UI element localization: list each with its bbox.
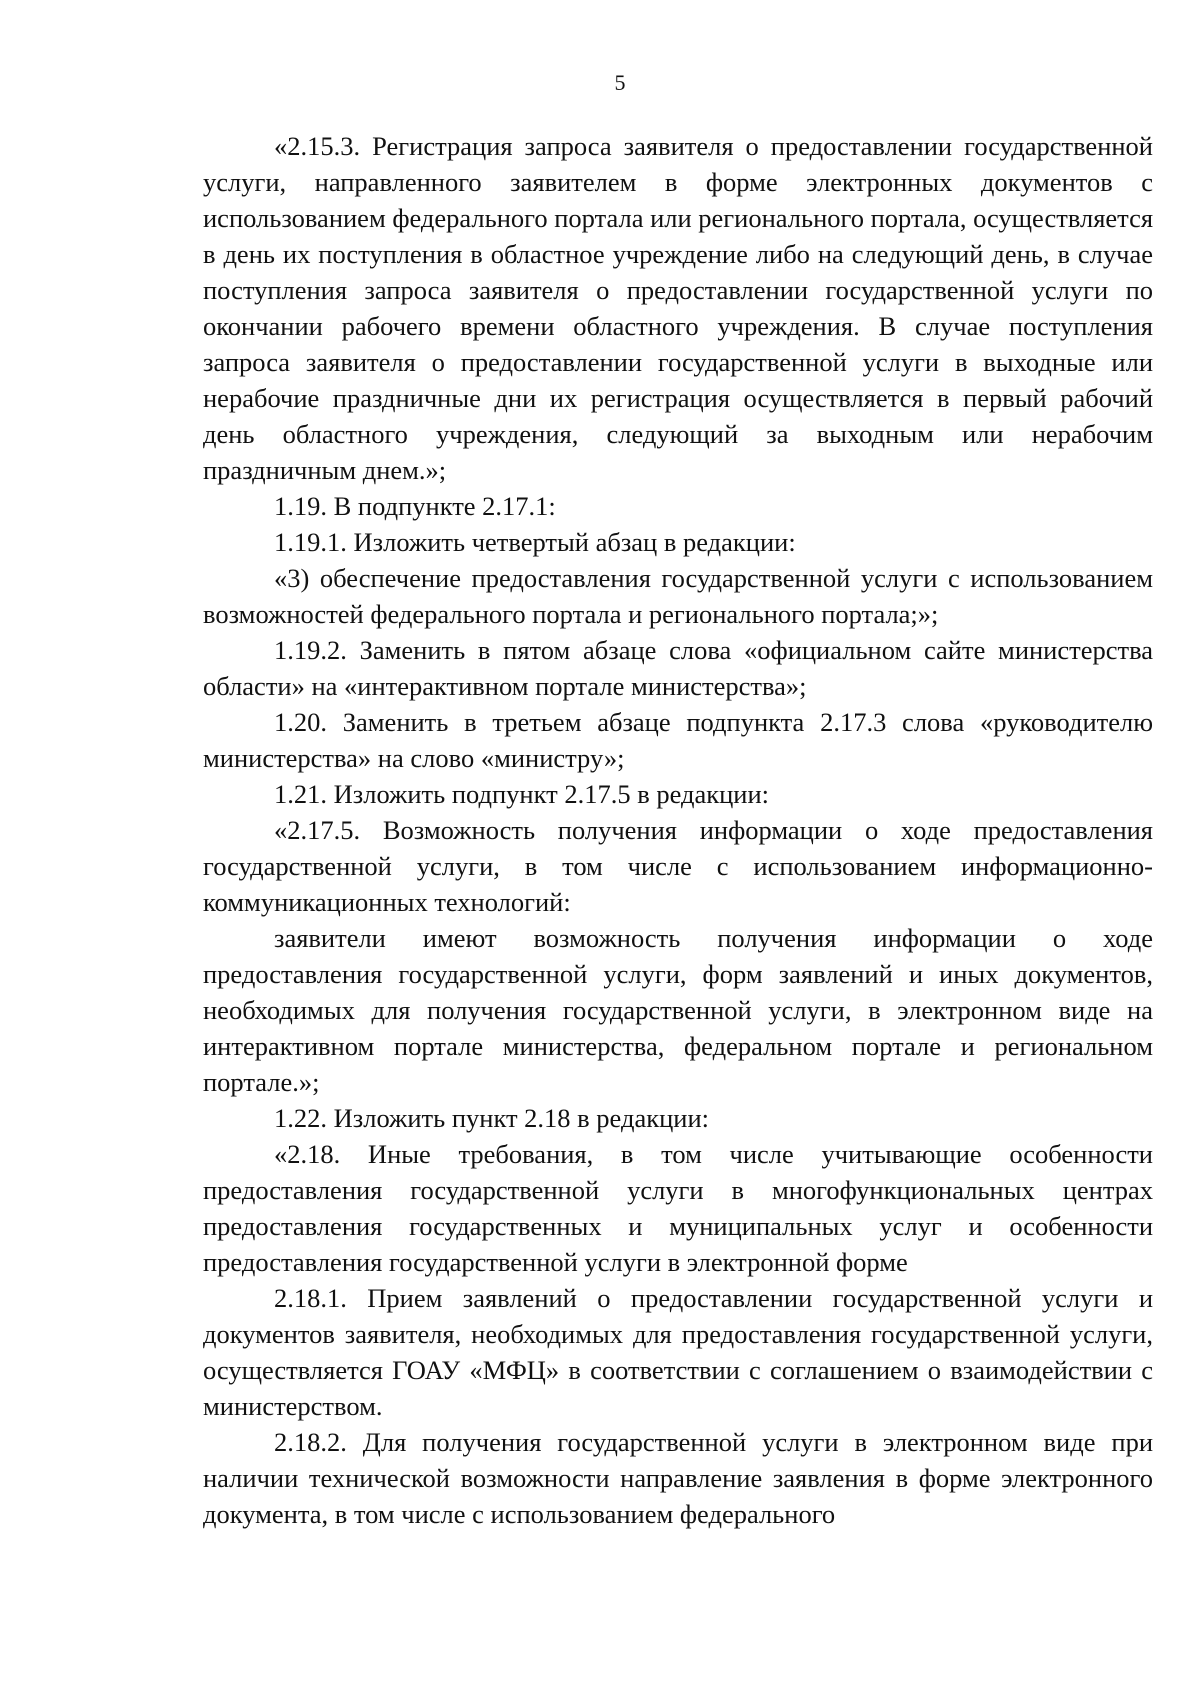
paragraph-quote-3: «3) обеспечение предоставления государственной услуги с использованием возможностей федерального портала и регионального портала;»;: [203, 563, 1153, 629]
document-body: [203, 128, 1153, 1532]
paragraph-1-21: 1.21. Изложить подпункт 2.17.5 в редакции:: [274, 779, 770, 809]
paragraph-2-18-1: 2.18.1. Прием заявлений о предоставлении государственной услуги и документов заявителя, необходимых для предоставления государственной услуги, осуществляется ГОАУ «МФЦ» в соответствии с соглашением о взаимодействии с министерством.: [203, 1283, 1153, 1421]
paragraph-1-22: 1.22. Изложить пункт 2.18 в редакции:: [274, 1103, 709, 1133]
paragraph-2-15-3: «2.15.3. Регистрация запроса заявителя о предоставлении государственной услуги, направленного заявителем в форме электронных документов с использованием федерального портала или регионального портала, осуществляется в день их поступления в областное учреждение либо на следующий день, в случае поступления запроса заявителя о предоставлении государственной услуги по окончании рабочего времени областного учреждения. В случае поступления запроса заявителя о предоставлении государственной услуги в выходные или нерабочие праздничные дни их регистрация осуществляется в первый рабочий день областного учреждения, следующий за выходным или нерабочим праздничным днем.»;: [203, 131, 1154, 485]
paragraph-1-20: 1.20. Заменить в третьем абзаце подпункта 2.17.3 слова «руководителю министерства» на слово «министру»;: [203, 707, 1153, 773]
paragraph-1-19-1: 1.19.1. Изложить четвертый абзац в редакции:: [274, 527, 796, 557]
paragraph-2-17-5: «2.17.5. Возможность получения информации о ходе предоставления государственной услуги, в том числе с использованием информационно-коммуникационных технологий:: [203, 815, 1153, 917]
paragraph-applicants-info: заявители имеют возможность получения информации о ходе предоставления государственной услуги, форм заявлений и иных документов, необходимых для получения государственной услуги, в электронном виде на интерактивном портале министерства, федеральном портале и региональном портале.»;: [203, 923, 1153, 1097]
paragraph-2-18: «2.18. Иные требования, в том числе учитывающие особенности предоставления государственной услуги в многофункциональных центрах предоставления государственных и муниципальных услуг и особенности предоставления государственной услуги в электронной форме: [203, 1139, 1153, 1277]
paragraph-1-19-2: 1.19.2. Заменить в пятом абзаце слова «официальном сайте министерства области» на «интерактивном портале министерства»;: [203, 635, 1153, 701]
page-number: 5: [614, 70, 626, 95]
paragraph-1-19: 1.19. В подпункте 2.17.1:: [274, 491, 556, 521]
paragraph-2-18-2: 2.18.2. Для получения государственной услуги в электронном виде при наличии технической возможности направление заявления в форме электронного документа, в том числе с использованием федерального: [203, 1427, 1153, 1529]
